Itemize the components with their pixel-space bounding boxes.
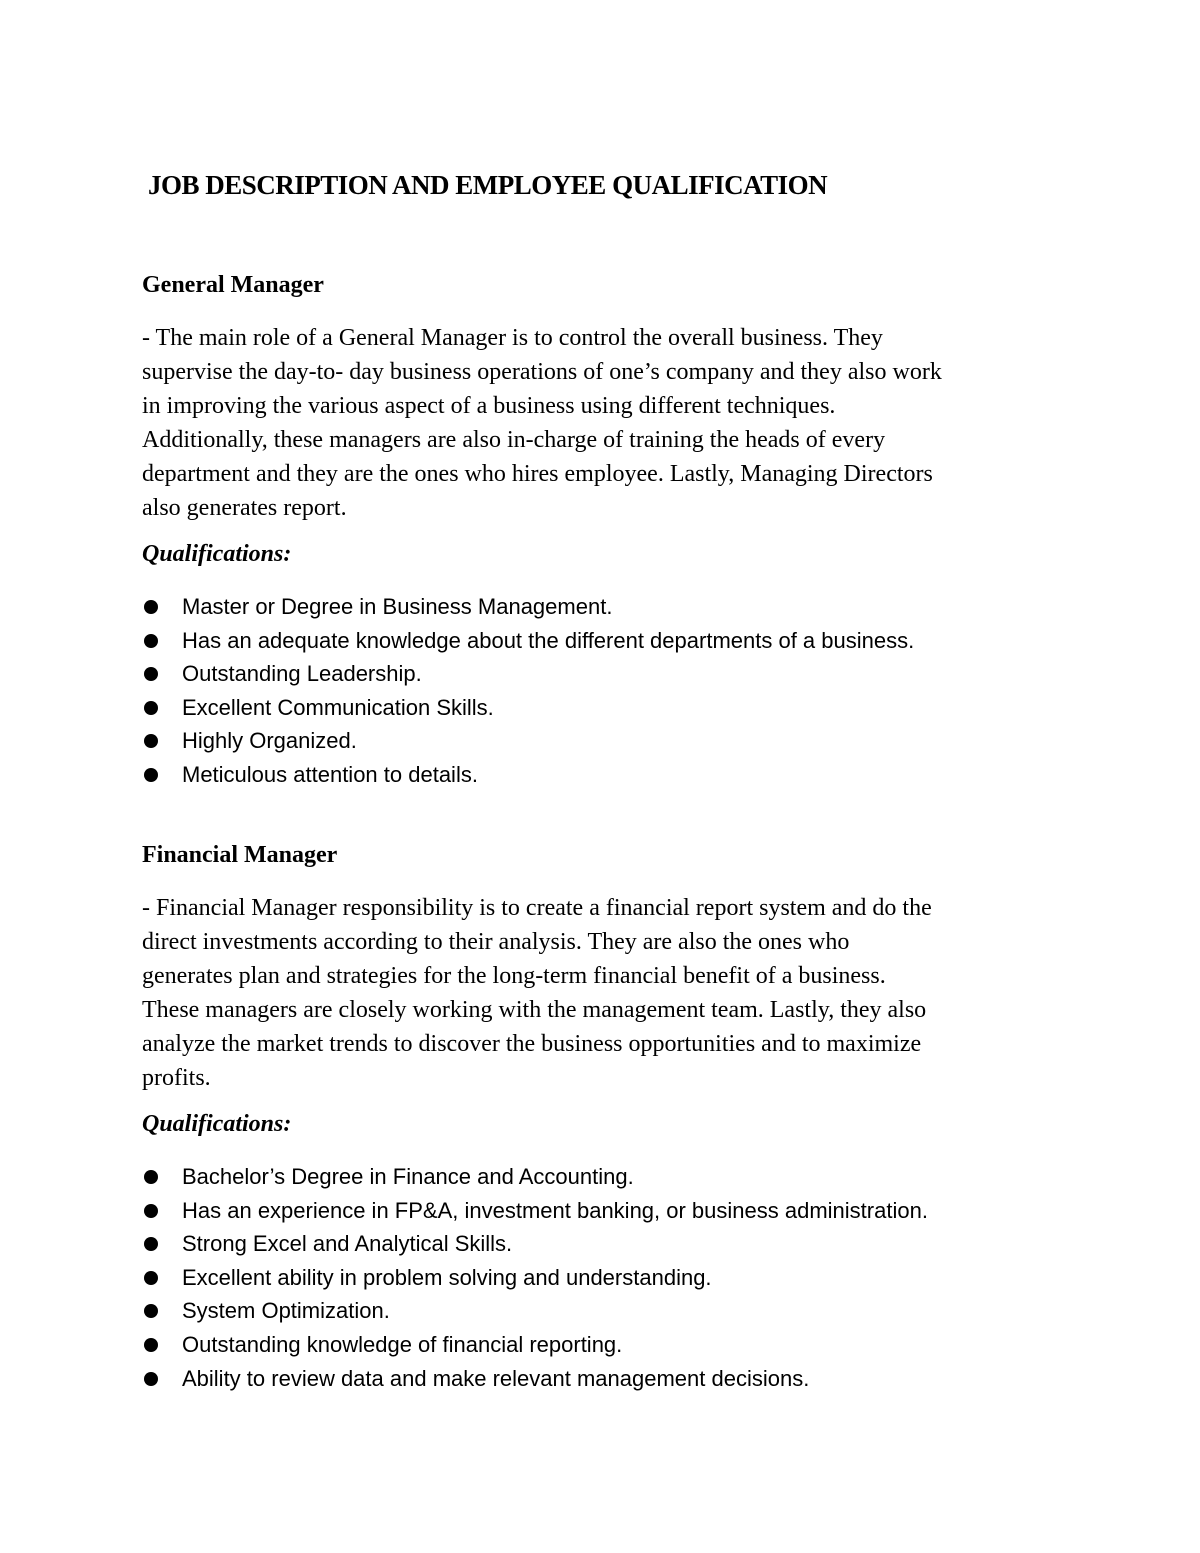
description-line: Additionally, these managers are also in-charge of training the heads of every bbox=[142, 427, 886, 453]
list-item bbox=[142, 590, 914, 624]
description-line: direct investments according to their analysis. They are also the ones who bbox=[142, 929, 850, 955]
list-item bbox=[142, 1194, 928, 1228]
list-item bbox=[142, 624, 914, 658]
qualifications-label: Qualifications: bbox=[142, 541, 292, 567]
bullet-icon bbox=[144, 768, 158, 782]
qualification-text: System Optimization. bbox=[182, 1298, 390, 1324]
qualification-text: Highly Organized. bbox=[182, 728, 357, 754]
bullet-icon bbox=[144, 634, 158, 648]
bullet-icon bbox=[144, 1237, 158, 1251]
description-line: in improving the various aspect of a business using different techniques. bbox=[142, 393, 836, 419]
description-line: profits. bbox=[142, 1065, 211, 1091]
description-line: These managers are closely working with the management team. Lastly, they also bbox=[142, 997, 927, 1023]
qualification-text: Outstanding Leadership. bbox=[182, 661, 422, 687]
document-title: JOB DESCRIPTION AND EMPLOYEE QUALIFICATION bbox=[148, 170, 828, 200]
financial-manager-description bbox=[142, 891, 1072, 1095]
qualification-text: Outstanding knowledge of financial reporting. bbox=[182, 1331, 623, 1357]
bullet-icon bbox=[144, 1271, 158, 1285]
bullet-icon bbox=[144, 1204, 158, 1218]
bullet-icon bbox=[144, 1170, 158, 1184]
qualification-text: Meticulous attention to details. bbox=[182, 761, 478, 787]
description-line: also generates report. bbox=[142, 495, 347, 521]
qualification-text: Ability to review data and make relevant management decisions. bbox=[182, 1365, 810, 1391]
list-item bbox=[142, 1261, 928, 1295]
qualification-text: Bachelor’s Degree in Finance and Accounting. bbox=[182, 1164, 634, 1189]
list-item bbox=[142, 724, 914, 758]
list-item bbox=[142, 1328, 928, 1362]
list-item bbox=[142, 758, 914, 792]
list-item bbox=[142, 657, 914, 691]
description-line: supervise the day-to- day business operations of one’s company and they also work bbox=[142, 359, 942, 385]
general-manager-qualifications-list bbox=[142, 590, 914, 792]
bullet-icon bbox=[144, 734, 158, 748]
section-heading-financial-manager: Financial Manager bbox=[142, 842, 338, 868]
description-line: - The main role of a General Manager is to control the overall business. They bbox=[142, 325, 883, 351]
section-heading-general-manager: General Manager bbox=[142, 272, 324, 298]
qualification-text: Excellent ability in problem solving and understanding. bbox=[182, 1264, 712, 1290]
qualification-text: Master or Degree in Business Management. bbox=[182, 594, 613, 619]
qualification-text: Has an experience in FP&A, investment banking, or business administration. bbox=[182, 1197, 928, 1223]
list-item bbox=[142, 1294, 928, 1328]
bullet-icon bbox=[144, 1372, 158, 1386]
qualification-text: Strong Excel and Analytical Skills. bbox=[182, 1231, 513, 1257]
description-line: generates plan and strategies for the long-term financial benefit of a business. bbox=[142, 963, 886, 989]
bullet-icon bbox=[144, 667, 158, 681]
bullet-icon bbox=[144, 1304, 158, 1318]
description-line: analyze the market trends to discover the business opportunities and to maximize bbox=[142, 1031, 922, 1057]
bullet-icon bbox=[144, 600, 158, 614]
list-item bbox=[142, 1160, 928, 1194]
bullet-icon bbox=[144, 701, 158, 715]
list-item bbox=[142, 1362, 928, 1396]
qualifications-label: Qualifications: bbox=[142, 1111, 292, 1137]
list-item bbox=[142, 1227, 928, 1261]
bullet-icon bbox=[144, 1338, 158, 1352]
general-manager-description bbox=[142, 321, 1072, 525]
qualification-text: Excellent Communication Skills. bbox=[182, 694, 494, 720]
description-line: department and they are the ones who hires employee. Lastly, Managing Directors bbox=[142, 461, 933, 487]
description-line: - Financial Manager responsibility is to create a financial report system and do the bbox=[142, 895, 932, 921]
list-item bbox=[142, 691, 914, 725]
qualification-text: Has an adequate knowledge about the different departments of a business. bbox=[182, 627, 915, 653]
financial-manager-qualifications-list bbox=[142, 1160, 928, 1395]
